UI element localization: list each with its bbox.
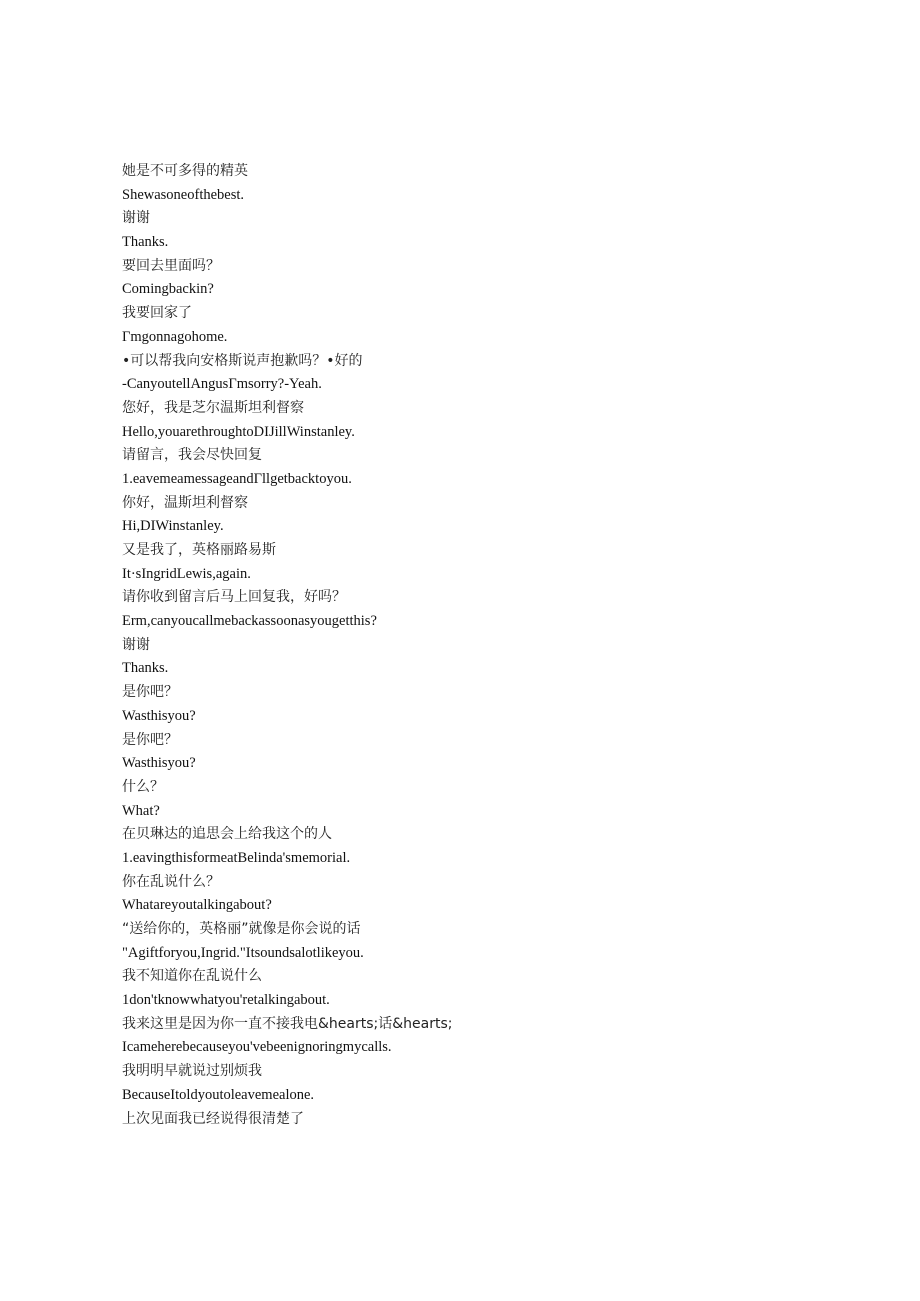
english-subtitle-line: BecauseItoldyoutoleavemealone. xyxy=(122,1086,315,1103)
chinese-subtitle-line: 我不知道你在乱说什么 xyxy=(122,968,262,985)
english-subtitle-line: -CanyoutellAngusΓmsorry?-Yeah. xyxy=(122,376,322,393)
chinese-subtitle-line: 我要回家了 xyxy=(122,305,192,322)
chinese-subtitle-line: 请留言，我会尽快回复 xyxy=(122,447,262,464)
english-subtitle-line: Wasthisyou? xyxy=(122,707,196,724)
chinese-subtitle-line: 她是不可多得的精英 xyxy=(122,163,248,179)
chinese-subtitle-line: 谢谢 xyxy=(122,636,150,653)
chinese-subtitle-line: 要回去里面吗？ xyxy=(122,257,220,274)
english-subtitle-line: Wasthisyou? xyxy=(122,755,196,772)
chinese-subtitle-line: •可以帮我向安格斯说声抱歉吗？•好的 xyxy=(122,352,363,369)
english-subtitle-line: "Agiftforyou,Ingrid."Itsoundsalotlikeyou. xyxy=(122,944,364,961)
chinese-subtitle-line: “送给你的，英格丽”就像是你会说的话 xyxy=(122,921,361,937)
subtitle-lines xyxy=(122,160,822,1131)
chinese-subtitle-line: 你好，温斯坦利督察 xyxy=(122,494,248,511)
chinese-subtitle-line: 我来这里是因为你一直不接我电&hearts;话&hearts; xyxy=(122,1015,453,1032)
english-subtitle-line: What? xyxy=(122,802,160,819)
chinese-subtitle-line: 又是我了，英格丽路易斯 xyxy=(122,542,276,558)
english-subtitle-line: Whatareyoutalkingabout? xyxy=(122,897,272,914)
english-subtitle-line: Thanks. xyxy=(122,234,169,251)
english-subtitle-line: Γmgonnagohome. xyxy=(122,328,228,345)
english-subtitle-line: 1don'tknowwhatyou'retalkingabout. xyxy=(122,992,330,1009)
english-subtitle-line: 1.eavemeamessageandΓllgetbacktoyou. xyxy=(122,470,352,487)
english-subtitle-line: Icameherebecauseyou'vebeenignoringmycalls. xyxy=(122,1039,392,1056)
english-subtitle-line: Comingbackin? xyxy=(122,281,214,298)
chinese-subtitle-line: 谢谢 xyxy=(122,210,150,227)
chinese-subtitle-line: 在贝琳达的追思会上给我这个的人 xyxy=(122,826,332,843)
chinese-subtitle-line: 您好，我是芝尔温斯坦利督察 xyxy=(122,399,304,416)
english-subtitle-line: Shewasoneofthebest. xyxy=(122,186,245,203)
chinese-subtitle-line: 是你吧？ xyxy=(122,684,178,701)
english-subtitle-line: Erm,canyoucallmebackassoonasyougetthis? xyxy=(122,613,377,630)
chinese-subtitle-line: 上次见面我已经说得很清楚了 xyxy=(122,1110,304,1127)
english-subtitle-line: It·sIngridLewis,again. xyxy=(122,565,251,582)
english-subtitle-line: 1.eavingthisformeatBelinda'smemorial. xyxy=(122,849,351,866)
chinese-subtitle-line: 什么？ xyxy=(122,778,164,795)
english-subtitle-line: Hi,DIWinstanley. xyxy=(122,518,224,535)
chinese-subtitle-line: 请你收到留言后马上回复我，好吗？ xyxy=(122,589,346,606)
chinese-subtitle-line: 你在乱说什么？ xyxy=(122,873,220,890)
english-subtitle-line: Thanks. xyxy=(122,660,169,677)
english-subtitle-line: Hello,youarethroughtoDIJillWinstanley. xyxy=(122,423,355,440)
chinese-subtitle-line: 是你吧？ xyxy=(122,731,178,748)
chinese-subtitle-line: 我明明早就说过别烦我 xyxy=(122,1063,262,1080)
